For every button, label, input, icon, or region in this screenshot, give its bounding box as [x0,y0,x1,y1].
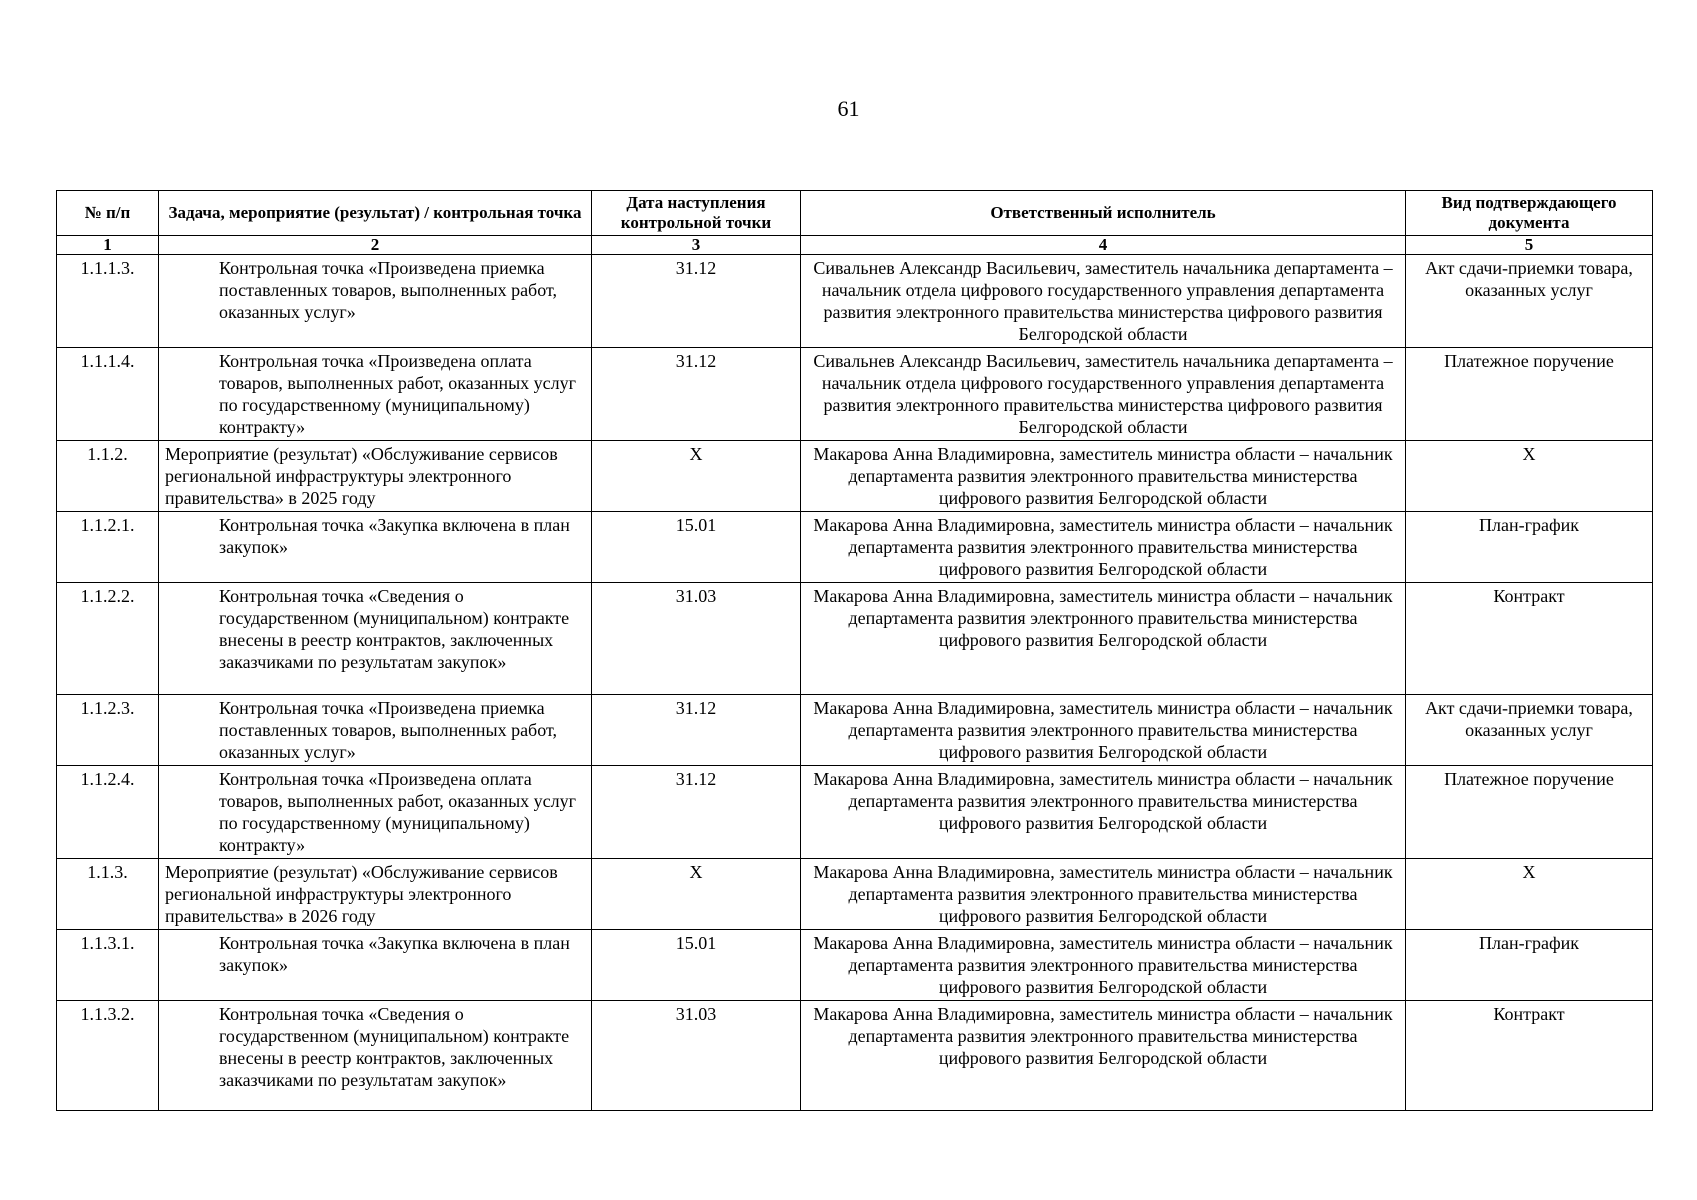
row-document: Контракт [1406,1001,1653,1111]
row-date: 15.01 [592,512,801,583]
column-number: 1 [57,236,159,255]
row-date: 31.03 [592,1001,801,1111]
row-task: Контрольная точка «Закупка включена в план закупок» [159,512,592,583]
table-header-row [57,191,1653,236]
column-number: 3 [592,236,801,255]
table-body [57,255,1653,1111]
row-document: Платежное поручение [1406,348,1653,441]
row-task: Контрольная точка «Произведена оплата товаров, выполненных работ, оказанных услуг по государственному (муниципальному) контракту» [159,766,592,859]
column-number: 5 [1406,236,1653,255]
row-task: Контрольная точка «Произведена оплата товаров, выполненных работ, оказанных услуг по государственному (муниципальному) контракту» [159,348,592,441]
row-number: 1.1.3. [57,859,159,930]
row-task: Мероприятие (результат) «Обслуживание сервисов региональной инфраструктуры электронного правительства» в 2026 году [159,859,592,930]
row-document: Акт сдачи-приемки товара, оказанных услуг [1406,695,1653,766]
row-responsible: Сивальнев Александр Васильевич, заместитель начальника департамента – начальник отдела цифрового государственного управления департамента развития электронного правительства министерства цифрового развития Белгородской области [801,255,1406,348]
row-task: Контрольная точка «Произведена приемка поставленных товаров, выполненных работ, оказанных услуг» [159,255,592,348]
row-date: 31.03 [592,583,801,695]
row-task: Контрольная точка «Сведения о государственном (муниципальном) контракте внесены в реестр контрактов, заключенных заказчиками по результатам закупок» [159,1001,592,1111]
row-document: План-график [1406,930,1653,1001]
row-date: 31.12 [592,766,801,859]
row-number: 1.1.1.4. [57,348,159,441]
column-number: 4 [801,236,1406,255]
row-document: Контракт [1406,583,1653,695]
header-responsible: Ответственный исполнитель [801,191,1406,236]
row-document: План-график [1406,512,1653,583]
table-row [57,695,1653,766]
row-responsible: Сивальнев Александр Васильевич, заместитель начальника департамента – начальник отдела цифрового государственного управления департамента развития электронного правительства министерства цифрового развития Белгородской области [801,348,1406,441]
row-task: Контрольная точка «Сведения о государственном (муниципальном) контракте внесены в реестр контрактов, заключенных заказчиками по результатам закупок» [159,583,592,695]
row-date: 31.12 [592,695,801,766]
table-row [57,441,1653,512]
table-row [57,255,1653,348]
header-number: № п/п [57,191,159,236]
row-responsible: Макарова Анна Владимировна, заместитель министра области – начальник департамента развития электронного правительства министерства цифрового развития Белгородской области [801,583,1406,695]
row-document: Х [1406,441,1653,512]
table-row [57,859,1653,930]
page-number: 61 [837,96,860,121]
row-task: Контрольная точка «Закупка включена в план закупок» [159,930,592,1001]
row-number: 1.1.3.2. [57,1001,159,1111]
header-date: Дата наступления контрольной точки [592,191,801,236]
row-number: 1.1.2.1. [57,512,159,583]
row-responsible: Макарова Анна Владимировна, заместитель министра области – начальник департамента развития электронного правительства министерства цифрового развития Белгородской области [801,512,1406,583]
row-date: 15.01 [592,930,801,1001]
row-responsible: Макарова Анна Владимировна, заместитель министра области – начальник департамента развития электронного правительства министерства цифрового развития Белгородской области [801,930,1406,1001]
column-number: 2 [159,236,592,255]
table-row [57,512,1653,583]
row-number: 1.1.2. [57,441,159,512]
row-document: Платежное поручение [1406,766,1653,859]
column-number-row [57,236,1653,255]
row-document: Акт сдачи-приемки товара, оказанных услуг [1406,255,1653,348]
row-date: Х [592,859,801,930]
row-task: Мероприятие (результат) «Обслуживание сервисов региональной инфраструктуры электронного правительства» в 2025 году [159,441,592,512]
row-date: 31.12 [592,348,801,441]
row-number: 1.1.3.1. [57,930,159,1001]
header-task: Задача, мероприятие (результат) / контрольная точка [159,191,592,236]
header-document: Вид подтверждающего документа [1406,191,1653,236]
row-number: 1.1.2.4. [57,766,159,859]
table-row [57,348,1653,441]
row-responsible: Макарова Анна Владимировна, заместитель министра области – начальник департамента развития электронного правительства министерства цифрового развития Белгородской области [801,441,1406,512]
row-number: 1.1.2.2. [57,583,159,695]
row-number: 1.1.2.3. [57,695,159,766]
row-date: 31.12 [592,255,801,348]
table-row [57,583,1653,695]
row-responsible: Макарова Анна Владимировна, заместитель министра области – начальник департамента развития электронного правительства министерства цифрового развития Белгородской области [801,859,1406,930]
row-date: Х [592,441,801,512]
row-responsible: Макарова Анна Владимировна, заместитель министра области – начальник департамента развития электронного правительства министерства цифрового развития Белгородской области [801,766,1406,859]
table-row [57,1001,1653,1111]
row-document: Х [1406,859,1653,930]
table-row [57,930,1653,1001]
row-number: 1.1.1.3. [57,255,159,348]
row-responsible: Макарова Анна Владимировна, заместитель министра области – начальник департамента развития электронного правительства министерства цифрового развития Белгородской области [801,695,1406,766]
row-responsible: Макарова Анна Владимировна, заместитель министра области – начальник департамента развития электронного правительства министерства цифрового развития Белгородской области [801,1001,1406,1111]
row-task: Контрольная точка «Произведена приемка поставленных товаров, выполненных работ, оказанных услуг» [159,695,592,766]
table-row [57,766,1653,859]
control-points-table [56,190,1653,1111]
